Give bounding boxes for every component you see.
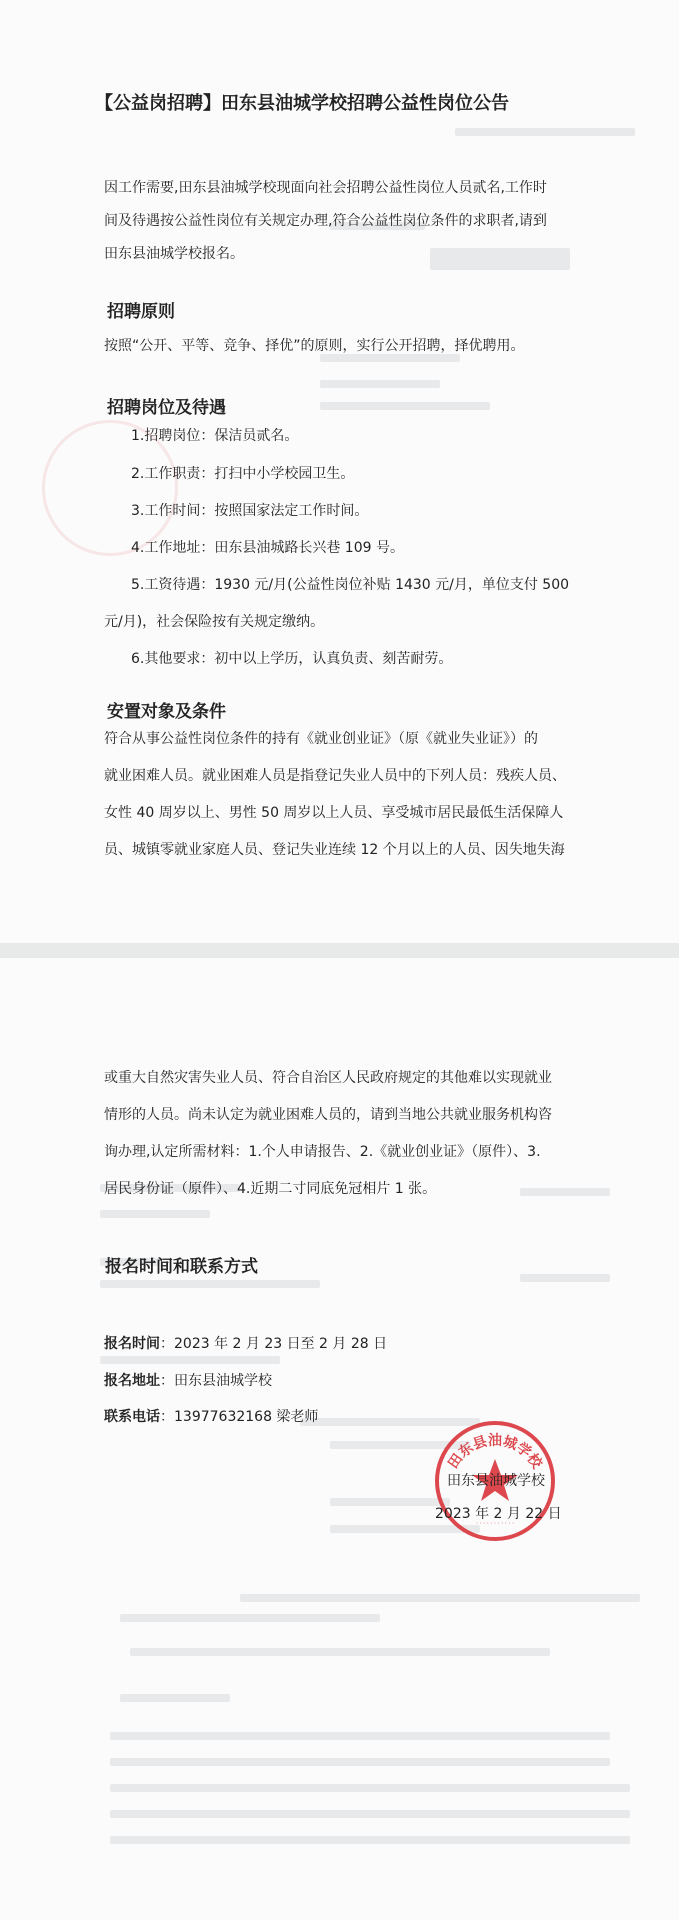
- bleed-through-mark: [100, 1280, 320, 1288]
- intro-line: 间及待遇按公益性岗位有关规定办理,符合公益性岗位条件的求职者,请到: [104, 213, 547, 229]
- contact-phone-value: ：13977632168 梁老师: [160, 1409, 319, 1425]
- registration-time-label: 报名时间: [104, 1336, 160, 1352]
- bleed-through-mark: [320, 380, 440, 388]
- registration-time-value: ：2023 年 2 月 23 日至 2 月 28 日: [160, 1336, 388, 1352]
- placement-heading: 安置对象及条件: [107, 702, 226, 722]
- registration-time: [104, 1333, 387, 1353]
- svg-text:···········: ···········: [475, 1520, 515, 1527]
- bleed-through-mark: [455, 128, 635, 136]
- bleed-through-mark: [100, 1356, 280, 1364]
- intro-line: 田东县油城学校报名。: [104, 246, 244, 262]
- intro-line: 因工作需要,田东县油城学校现面向社会招聘公益性岗位人员贰名,工作时: [104, 180, 547, 196]
- position-item: 2.工作职责：打扫中小学校园卫生。: [131, 466, 355, 482]
- bleed-through-mark: [110, 1784, 630, 1792]
- bleed-through-mark: [110, 1732, 610, 1740]
- position-item: 5.工资待遇：1930 元/月(公益性岗位补贴 1430 元/月，单位支付 500: [131, 577, 570, 593]
- placement-line: 员、城镇零就业家庭人员、登记失业连续 12 个月以上的人员、因失地失海: [104, 842, 565, 858]
- bleed-through-mark: [240, 1594, 640, 1602]
- document-page-2: [0, 958, 679, 1920]
- registration-address-label: 报名地址: [104, 1373, 160, 1389]
- continuation-line: 情形的人员。尚未认定为就业困难人员的，请到当地公共就业服务机构咨: [104, 1107, 552, 1123]
- page-title: 【公益岗招聘】田东县油城学校招聘公益性岗位公告: [95, 93, 509, 114]
- document-page-1: [0, 0, 679, 943]
- positions-heading: 招聘岗位及待遇: [107, 398, 226, 418]
- signature-date: 2023 年 2 月 22 日: [435, 1506, 562, 1522]
- registration-address: [104, 1370, 272, 1390]
- bleed-through-mark: [320, 402, 490, 410]
- placement-line: 符合从事公益性岗位条件的持有《就业创业证》（原《就业失业证》）的: [104, 731, 538, 747]
- registration-address-value: ：田东县油城学校: [160, 1373, 272, 1389]
- placement-line: 女性 40 周岁以上、男性 50 周岁以上人员、享受城市居民最低生活保障人: [104, 805, 564, 821]
- contact-phone-label: 联系电话: [104, 1409, 160, 1425]
- bleed-through-mark: [520, 1188, 610, 1196]
- bleed-through-mark: [120, 1694, 230, 1702]
- position-item: 4.工作地址：田东县油城路长兴巷 109 号。: [131, 540, 404, 556]
- bleed-through-mark: [110, 1836, 630, 1844]
- bleed-through-mark: [430, 248, 570, 270]
- bleed-through-mark: [520, 1274, 610, 1282]
- bleed-through-mark: [120, 1614, 380, 1622]
- continuation-line: 或重大自然灾害失业人员、符合自治区人民政府规定的其他难以实现就业: [104, 1070, 552, 1086]
- contact-heading: 报名时间和联系方式: [105, 1257, 258, 1277]
- bleed-through-mark: [100, 1210, 210, 1218]
- placement-line: 就业困难人员。就业困难人员是指登记失业人员中的下列人员：残疾人员、: [104, 768, 566, 784]
- contact-phone: [104, 1406, 318, 1426]
- continuation-line: 询办理,认定所需材料：1.个人申请报告、2.《就业创业证》（原件）、3.: [104, 1144, 541, 1160]
- position-item: 1.招聘岗位：保洁员贰名。: [131, 428, 299, 444]
- bleed-through-mark: [110, 1810, 630, 1818]
- position-item: 6.其他要求：初中以上学历，认真负责、刻苦耐劳。: [131, 651, 453, 667]
- principles-text: 按照“公开、平等、竞争、择优”的原则，实行公开招聘，择优聘用。: [104, 338, 525, 354]
- bleed-through-mark: [330, 1498, 450, 1506]
- continuation-line: 居民身份证（原件）、4.近期二寸同底免冠相片 1 张。: [104, 1181, 437, 1197]
- position-item: 3.工作时间：按照国家法定工作时间。: [131, 503, 369, 519]
- signature-org: 田东县油城学校: [447, 1473, 545, 1489]
- principles-heading: 招聘原则: [107, 302, 175, 322]
- position-item: 元/月)，社会保险按有关规定缴纳。: [104, 614, 325, 630]
- page-gap: [0, 943, 679, 958]
- bleed-through-mark: [130, 1648, 550, 1656]
- bleed-through-mark: [110, 1758, 610, 1766]
- seal-text: 田东县油城学校: [445, 1433, 545, 1472]
